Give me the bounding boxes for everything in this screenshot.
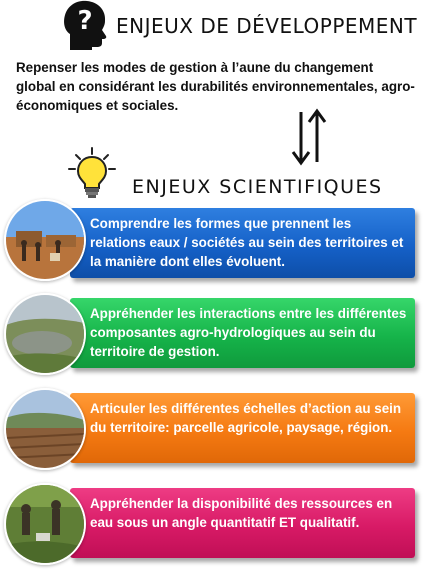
card-text: Appréhender la disponibilité des ressources en eau sous un angle quantitatif ET qualitatif. [90, 496, 393, 530]
scientific-title: ENJEUX SCIENTIFIQUES [132, 176, 383, 198]
village-people-photo [4, 199, 86, 281]
card-text: Appréhender les interactions entre les différentes composantes agro-hydrologiques au sein du territoire de gestion. [90, 306, 407, 359]
lightbulb-icon [66, 147, 118, 201]
card-text: Comprendre les formes que prennent les relations eaux / sociétés au sein des territoires et la manière dont elles évoluent. [90, 216, 404, 269]
reservoir-landscape-photo [4, 293, 86, 375]
card-relations-eaux-societes [70, 208, 415, 278]
development-description: Repenser les modes de gestion à l’aune du changement global en considérant les durabilités environnementales, agro-économiques et sociales. [16, 60, 415, 113]
card-text: Articuler les différentes échelles d’action au sein du territoire: parcelle agricole, paysage, région. [90, 401, 402, 435]
card-water-resources [70, 488, 415, 558]
plowed-field-photo [4, 388, 86, 470]
field-workers-photo [4, 483, 86, 565]
svg-text:?: ? [77, 6, 93, 36]
question-head-icon [62, 0, 108, 50]
card-agro-hydrologic [70, 298, 415, 368]
card-action-scales [70, 393, 415, 463]
up-down-arrows-icon [287, 108, 331, 166]
development-title: ENJEUX DE DÉVELOPPEMENT [116, 14, 418, 38]
